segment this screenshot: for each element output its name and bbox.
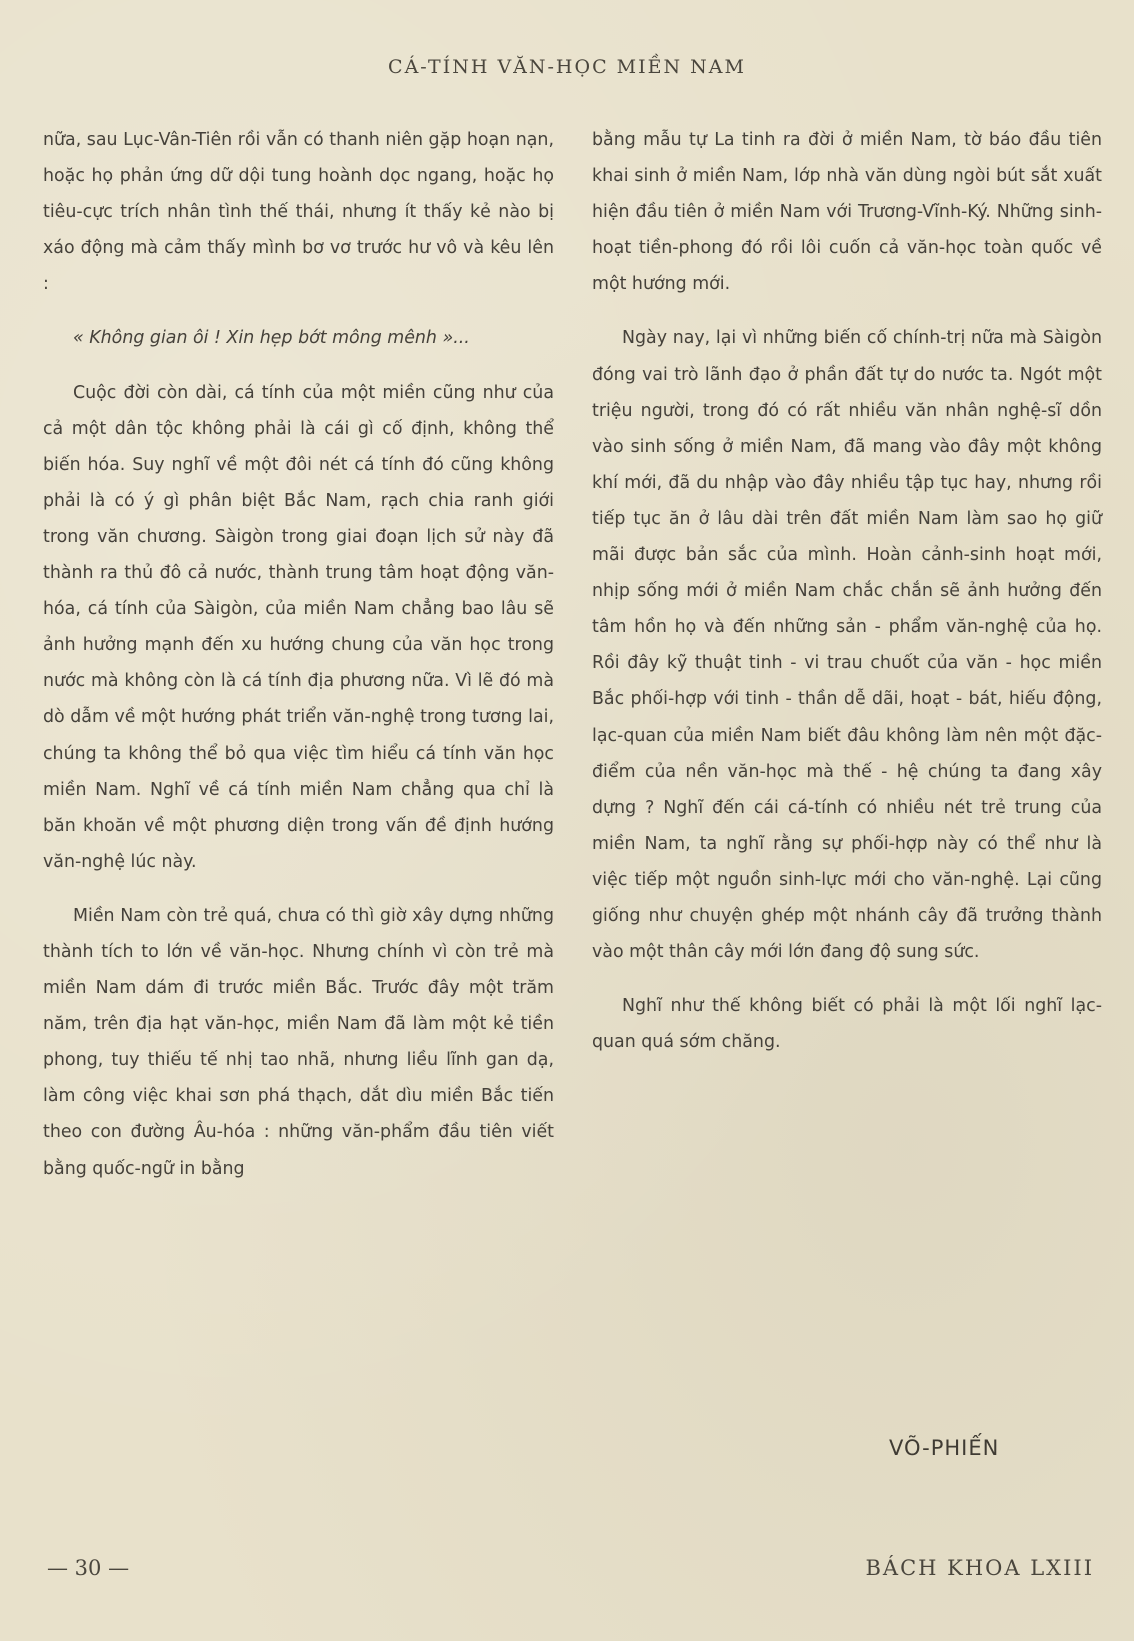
paragraph-character-of-region: Cuộc đời còn dài, cá tính của một miền cũng như của cả một dân tộc không phải là cái gì cố định, không thể biến hóa. Suy nghĩ về một đôi nét cá tính đó cũng không phải là có ý gì phân biệt Bắc Nam, rạch chia ranh giới trong văn chương. Sàigòn trong giai đoạn lịch sử này đã thành ra thủ đô cả nước, thành trung tâm hoạt động văn-hóa, cá tính của Sàigòn, của miền Nam chẳng bao lâu sẽ ảnh hưởng mạnh đến xu hướng chung của văn học trong nước mà không còn là cá tính địa phương nữa. Vì lẽ đó mà dò dẫm về một hướng phát triển văn-nghệ trong tương lai, chúng ta không thể bỏ qua việc tìm hiểu cá tính văn học miền Nam. Nghĩ về cá tính miền Nam chẳng qua chỉ là băn khoăn về một phương diện trong vấn đề định hướng văn-nghệ lúc này. [43,382,554,872]
paragraph-firsts-in-south: bằng mẫu tự La tinh ra đời ở miền Nam, tờ báo đầu tiên khai sinh ở miền Nam, lớp nhà văn dùng ngòi bút sắt xuất hiện đầu tiên ở miền Nam với Trương-Vĩnh-Ký. Những sinh-hoạt tiền-phong đó rồi lôi cuốn cả văn-học toàn quốc về một hướng mới. [592,130,1102,295]
right-column [592,122,1102,1078]
author-signature: VÕ-PHIẾN [889,1436,1000,1460]
paragraph-continuation: nữa, sau Lục-Vân-Tiên rồi vẫn có thanh niên gặp hoạn nạn, hoặc họ phản ứng dữ dội tung hoành dọc ngang, hoặc họ tiêu-cực trích nhân tình thế thái, nhưng ít thấy kẻ nào bị xáo động mà cảm thấy mình bơ vơ trước hư vô và kêu lên : [43,130,554,295]
left-column [43,122,554,1205]
page-number: — 30 — [47,1556,130,1580]
paragraph-conclusion: Nghĩ như thế không biết có phải là một lối nghĩ lạc-quan quá sớm chăng. [592,996,1102,1053]
running-title: CÁ-TÍNH VĂN-HỌC MIỀN NAM [388,56,746,78]
paragraph-south-is-young: Miền Nam còn trẻ quá, chưa có thì giờ xây dựng những thành tích to lớn về văn-học. Nhưng chính vì còn trẻ mà miền Nam dám đi trước miền Bắc. Trước đây một trăm năm, trên địa hạt văn-học, miền Nam đã làm một kẻ tiền phong, tuy thiếu tế nhị tao nhã, nhưng liều lĩnh gan dạ, làm công việc khai sơn phá thạch, dắt dìu miền Bắc tiến theo con đường Âu-hóa : những văn-phẩm đầu tiên viết bằng quốc-ngữ in bằng [43,905,554,1179]
journal-name: BÁCH KHOA LXIII [865,1556,1094,1580]
paragraph-political-events: Ngày nay, lại vì những biến cố chính-trị nữa mà Sàigòn đóng vai trò lãnh đạo ở phần đất tự do nước ta. Ngót một triệu người, trong đó có rất nhiều văn nhân nghệ-sĩ dồn vào sinh sống ở miền Nam, đã mang vào đây một không khí mới, đã du nhập vào đây nhiều tập tục hay, nhưng rồi tiếp tục ăn ở lâu dài trên đất miền Nam làm sao họ giữ mãi được bản sắc của mình. Hoàn cảnh-sinh hoạt mới, nhịp sống mới ở miền Nam chắc chắn sẽ ảnh hưởng đến tâm hồn họ và đến những sản - phẩm văn-nghệ của họ. Rồi đây kỹ thuật tinh - vi trau chuốt của văn - học miền Bắc phối-hợp với tinh - thần dễ dãi, hoạt - bát, hiếu động, lạc-quan của miền Nam biết đâu không làm nên một đặc-điểm của nền văn-học mà thế - hệ chúng ta đang xây dựng ? Nghĩ đến cái cá-tính có nhiều nét trẻ trung của miền Nam, ta nghĩ rằng sự phối-hợp này có thể như là việc tiếp một nguồn sinh-lực mới cho văn-nghệ. Lại cũng giống như chuyện ghép một nhánh cây đã trưởng thành vào một thân cây mới lớn đang độ sung sức. [592,328,1102,963]
poem-quote: « Không gian ôi ! Xin hẹp bớt mông mênh »... [73,328,470,349]
